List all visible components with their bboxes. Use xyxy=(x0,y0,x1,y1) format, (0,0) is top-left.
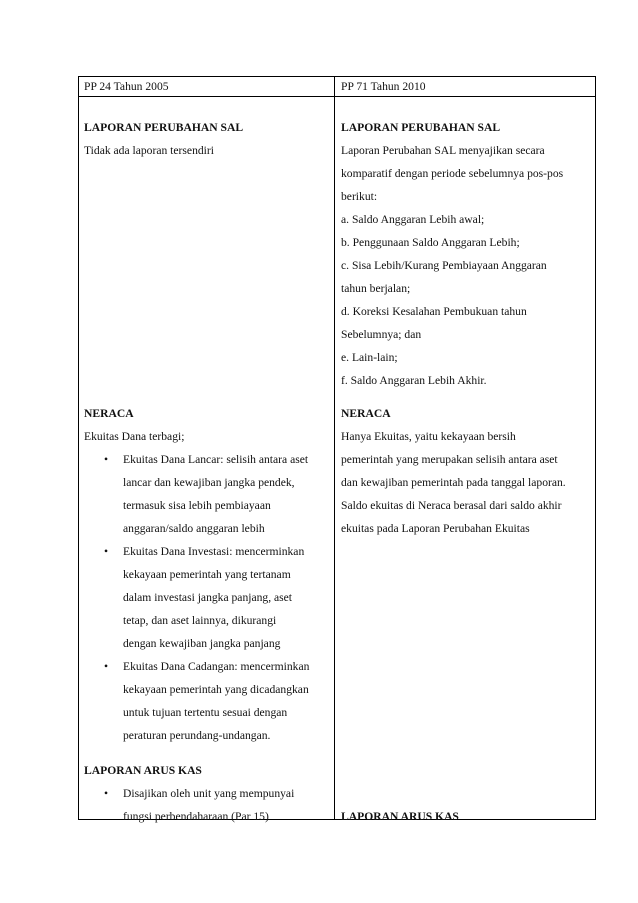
list-item-line: untuk tujuan tertentu sesuai dengan xyxy=(123,706,288,719)
bullet-icon: • xyxy=(104,787,109,800)
right-sal-heading: LAPORAN PERUBAHAN SAL xyxy=(341,121,501,134)
list-item-line: dalam investasi jangka panjang, aset xyxy=(123,591,293,604)
right-neraca-line: pemerintah yang merupakan selisih antara aset xyxy=(341,453,558,466)
right-sal-line: e. Lain-lain; xyxy=(341,351,398,364)
bullet-icon: • xyxy=(104,453,109,466)
list-item-line: lancar dan kewajiban jangka pendek, xyxy=(123,476,295,489)
list-item-line: tetap, dan aset lainnya, dikurangi xyxy=(123,614,277,627)
bullet-icon: • xyxy=(104,660,109,673)
left-neraca-intro: Ekuitas Dana terbagi; xyxy=(84,430,185,443)
left-sal-text: Tidak ada laporan tersendiri xyxy=(84,144,214,157)
right-sal-line: a. Saldo Anggaran Lebih awal; xyxy=(341,213,485,226)
right-sal-line: Laporan Perubahan SAL menyajikan secara xyxy=(341,144,545,157)
left-column-header: PP 24 Tahun 2005 xyxy=(84,80,169,93)
right-sal-line: Sebelumnya; dan xyxy=(341,328,422,341)
right-sal-line: tahun berjalan; xyxy=(341,282,411,295)
left-sal-heading: LAPORAN PERUBAHAN SAL xyxy=(84,121,244,134)
list-item-line: Ekuitas Dana Lancar: selisih antara aset xyxy=(123,453,309,466)
list-item-line: kekayaan pemerintah yang tertanam xyxy=(123,568,291,581)
list-item-line: fungsi perbendaharaan (Par 15) xyxy=(123,810,269,823)
list-item-line: anggaran/saldo anggaran lebih xyxy=(123,522,265,535)
bullet-icon: • xyxy=(104,545,109,558)
list-item-line: termasuk sisa lebih pembiayaan xyxy=(123,499,271,512)
right-sal-line: berikut: xyxy=(341,190,378,203)
list-item-line: Ekuitas Dana Cadangan: mencerminkan xyxy=(123,660,310,673)
right-neraca-heading: NERACA xyxy=(341,407,391,420)
right-sal-line: f. Saldo Anggaran Lebih Akhir. xyxy=(341,374,487,387)
list-item-line: kekayaan pemerintah yang dicadangkan xyxy=(123,683,309,696)
right-sal-line: d. Koreksi Kesalahan Pembukuan tahun xyxy=(341,305,527,318)
right-neraca-line: dan kewajiban pemerintah pada tanggal laporan. xyxy=(341,476,566,489)
header-divider xyxy=(79,96,595,97)
list-item-line: dengan kewajiban jangka panjang xyxy=(123,637,281,650)
right-sal-line: c. Sisa Lebih/Kurang Pembiayaan Anggaran xyxy=(341,259,547,272)
list-item-line: peraturan perundang-undangan. xyxy=(123,729,271,742)
column-divider xyxy=(334,77,335,819)
list-item-line: Ekuitas Dana Investasi: mencerminkan xyxy=(123,545,305,558)
right-neraca-line: ekuitas pada Laporan Perubahan Ekuitas xyxy=(341,522,530,535)
right-column-header: PP 71 Tahun 2010 xyxy=(341,80,426,93)
right-neraca-line: Saldo ekuitas di Neraca berasal dari saldo akhir xyxy=(341,499,562,512)
list-item-line: Disajikan oleh unit yang mempunyai xyxy=(123,787,295,800)
right-arus-kas-heading: LAPORAN ARUS KAS xyxy=(341,810,459,823)
left-arus-kas-heading: LAPORAN ARUS KAS xyxy=(84,764,202,777)
right-sal-line: b. Penggunaan Saldo Anggaran Lebih; xyxy=(341,236,520,249)
right-sal-line: komparatif dengan periode sebelumnya pos-pos xyxy=(341,167,564,180)
right-neraca-line: Hanya Ekuitas, yaitu kekayaan bersih xyxy=(341,430,516,443)
left-neraca-heading: NERACA xyxy=(84,407,134,420)
comparison-table xyxy=(78,76,596,823)
